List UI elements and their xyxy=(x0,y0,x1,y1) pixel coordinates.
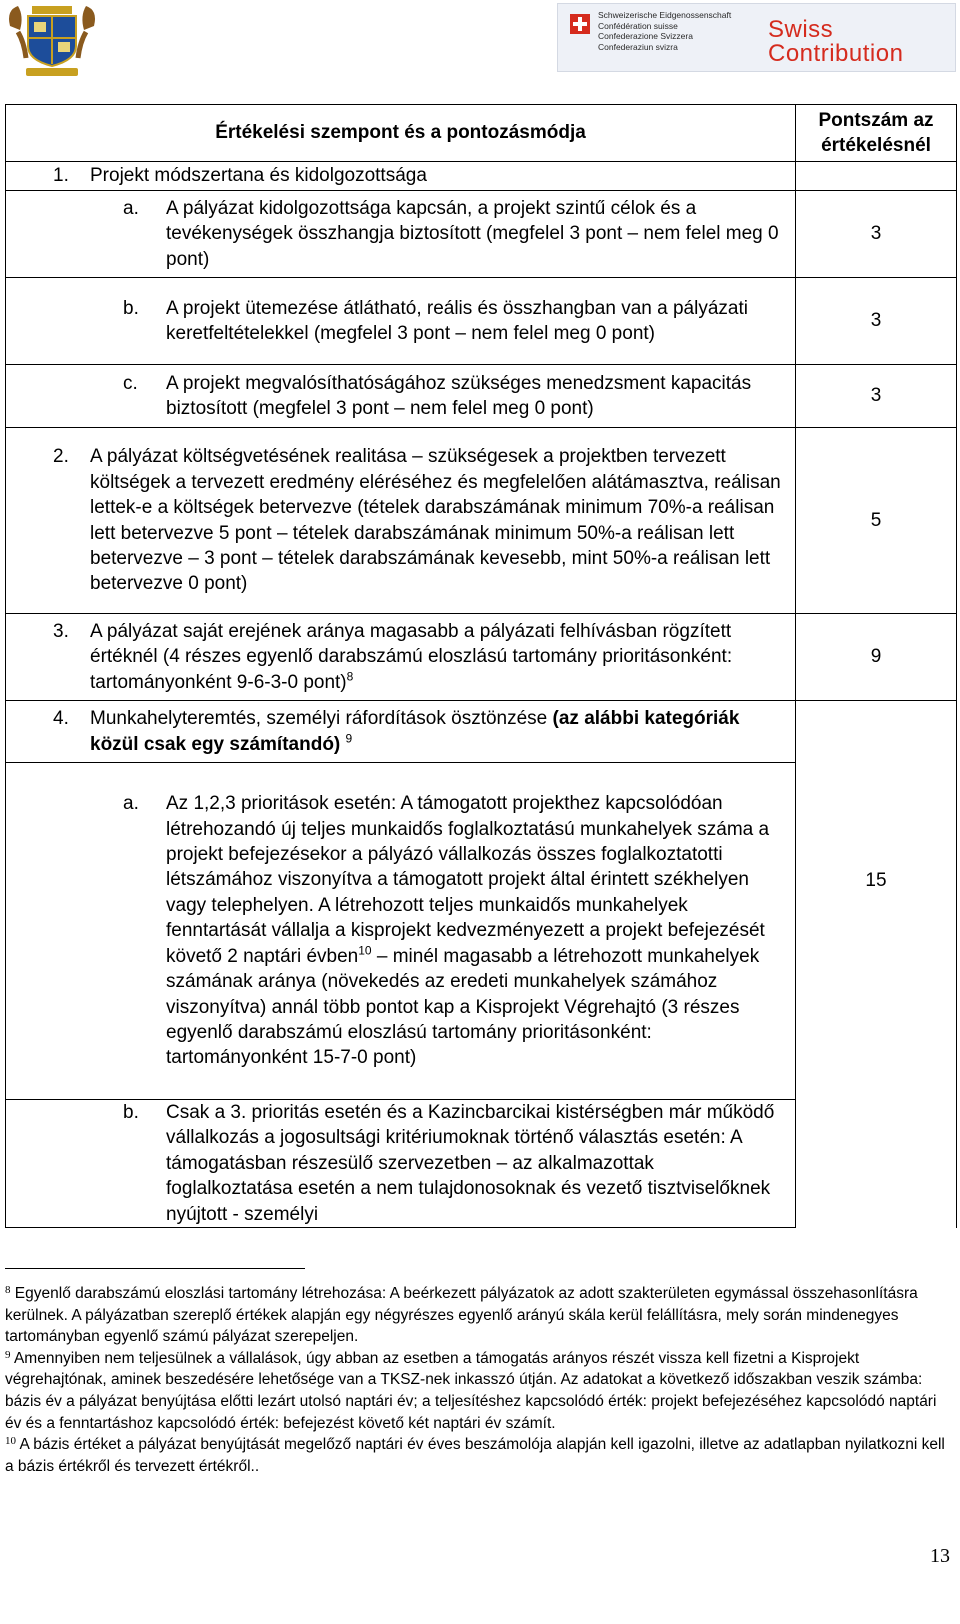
swiss-contribution-logo xyxy=(557,3,956,72)
coat-of-arms-logo xyxy=(4,2,100,80)
footnotes xyxy=(5,1283,950,1477)
footnote-ref-9: 9 xyxy=(345,731,353,746)
page-number: 13 xyxy=(930,1545,950,1567)
criterion-1b: b. A projekt ütemezése átlátható, reális és összhangban van a pályázati keretfeltételekkel (megfelel 3 pont – nem felel meg 0 pont) xyxy=(123,297,748,344)
criterion-1a: a. A pályázat kidolgozottsága kapcsán, a projekt szintű célok és a tevékenységek összhangja biztosított (megfelel 3 pont – nem felel meg 0 pont) xyxy=(123,197,779,270)
criterion-3: 3. A pályázat saját erejének aránya magasabb a pályázati felhívásban rögzített értéknél (4 részes egyenlő darabszámú eloszlású tartomány prioritásonként: tartományonként 9-6-3-0 pont)$^8$ xyxy=(53,620,733,693)
points-column-header: Pontszám az értékelésnél xyxy=(796,105,957,162)
criterion-1: 1. Projekt módszertana és kidolgozottsága xyxy=(53,165,427,187)
criterion-2: 2. A pályázat költségvetésének realitása – szükségesek a projektben tervezett költségek a tervezett eredmény eléréséhez és megfelelően alátámasztva, reálisan lettek-e a költségek betervezve (tételek darabszámának minimum 70%-a reálisan lett betervezve 5 pont – tételek darabszámának minimum 50%-a reálisan lett betervezve – 3 pont – tételek darabszámának kevesebb, mint 50%-a reálisan lett betervezve 0 pont) xyxy=(53,446,781,595)
footnote-separator xyxy=(5,1268,305,1269)
footnote-9: $^9$ Amennyiben nem teljesülnek a vállalások, úgy abban az esetben a támogatás arányos részét vissza kell fizetni a Kisprojekt végrehajtónak, aminek beszedésére lehetősége van a TKSZ-nek inkasszó útján. Az adatokat a következő időszakban veszik számba: bázis év a pályázat benyújtása előtti lezárt utolsó naptári év; a teljesítéshez kapcsolódó érték: projekt befejezéséhez kapcsolódó naptári év és a fenntartáshoz kapcsolódó érték: befejezést követő két naptári év számít. xyxy=(5,1348,937,1432)
table-row xyxy=(6,614,957,701)
points-3: 9 xyxy=(796,614,957,701)
points-4: 15 xyxy=(796,763,957,1228)
criteria-column-header: Értékelési szempont és a pontozásmódja xyxy=(6,105,796,162)
points-1a: 3 xyxy=(796,191,957,278)
table-header-row xyxy=(6,105,957,162)
table-row xyxy=(6,701,957,763)
swiss-flag-icon xyxy=(570,14,590,34)
points-1b: 3 xyxy=(796,278,957,365)
table-row xyxy=(6,278,957,365)
table-row xyxy=(6,428,957,614)
table-row xyxy=(6,162,957,191)
criterion-4b: b. Csak a 3. prioritás esetén és a Kazincbarcikai kistérségben már működő vállalkozás a jogosultsági kritériumoknak történő választás esetén: A támogatásban részesülő szervezetben – az alkalmazottak foglalkoztatása esetén a nem tulajdonosoknak és vezető tisztviselőknek nyújtott - személyi xyxy=(123,1102,775,1225)
table-row xyxy=(6,365,957,428)
criterion-4a: a. Az 1,2,3 prioritások esetén: A támogatott projekthez kapcsolódóan létrehozandó új teljes munkaidős foglalkoztatású munkahelyek száma a projekt befejezésekor a pályázó vállalkozás összes foglalkoztatotti létszámához viszonyítva a támogatott projekt által érintett székhelyen vagy telephelyen. A létrehozott teljes munkaidős munkahelyek fenntartását vállalja a kisprojekt kedvezményezett a projekt befejezését követő 2 naptári évben$^{10}$ – minél magasabb a létrehozott munkahelyek számának aránya (növekedés az eredeti munkahelyek számához viszonyítva) annál több pontot kap a Kisprojekt Végrehajtó (3 részes egyenlő darabszámú eloszlású tartomány prioritásonként: tartományonként 15-7-0 pont) xyxy=(123,793,770,1069)
points-1c: 3 xyxy=(796,365,957,428)
swiss-confederation-names: Schweizerische Eidgenossenschaft Confédération suisse Confederazione Svizzera Confederaziun svizra xyxy=(598,10,732,52)
criterion-4: 4. Munkahelyteremtés, személyi ráfordítások ösztönzése (az alábbi kategóriák közül csak egy számítandó) $^9$ xyxy=(53,708,740,755)
evaluation-criteria-table xyxy=(5,104,957,1228)
criterion-1c: c. A projekt megvalósíthatóságához szükséges menedzsment kapacitás biztosított (megfelel 3 pont – nem felel meg 0 pont) xyxy=(123,372,752,419)
footnote-8: $^8$ Egyenlő darabszámú eloszlási tartomány létrehozása: A beérkezett pályázatok az adott szakterületen egymással összehasonlításra kerülnek. A pályázatban szereplő értékek alapján egy négyrészes egyenlő arányú skála kerül felállításra, mely során mindenegyes tartományban egyenlő számú pályázat szerepeljen. xyxy=(5,1284,918,1346)
footnote-ref-10: 10 xyxy=(358,943,372,958)
swiss-contribution-wordmark: Swiss Contribution xyxy=(768,16,904,67)
page-header xyxy=(0,0,960,90)
points-2: 5 xyxy=(796,428,957,614)
table-row xyxy=(6,191,957,278)
footnote-10: $^{10}$ A bázis értéket a pályázat benyújtását megelőző naptári év éves beszámolója alapján kell igazolni, illetve az adatlapban nyilatkozni kell a bázis értékről és tervezett értékről.. xyxy=(5,1435,945,1475)
footnote-ref-8: 8 xyxy=(346,669,354,684)
table-row xyxy=(6,763,957,1100)
